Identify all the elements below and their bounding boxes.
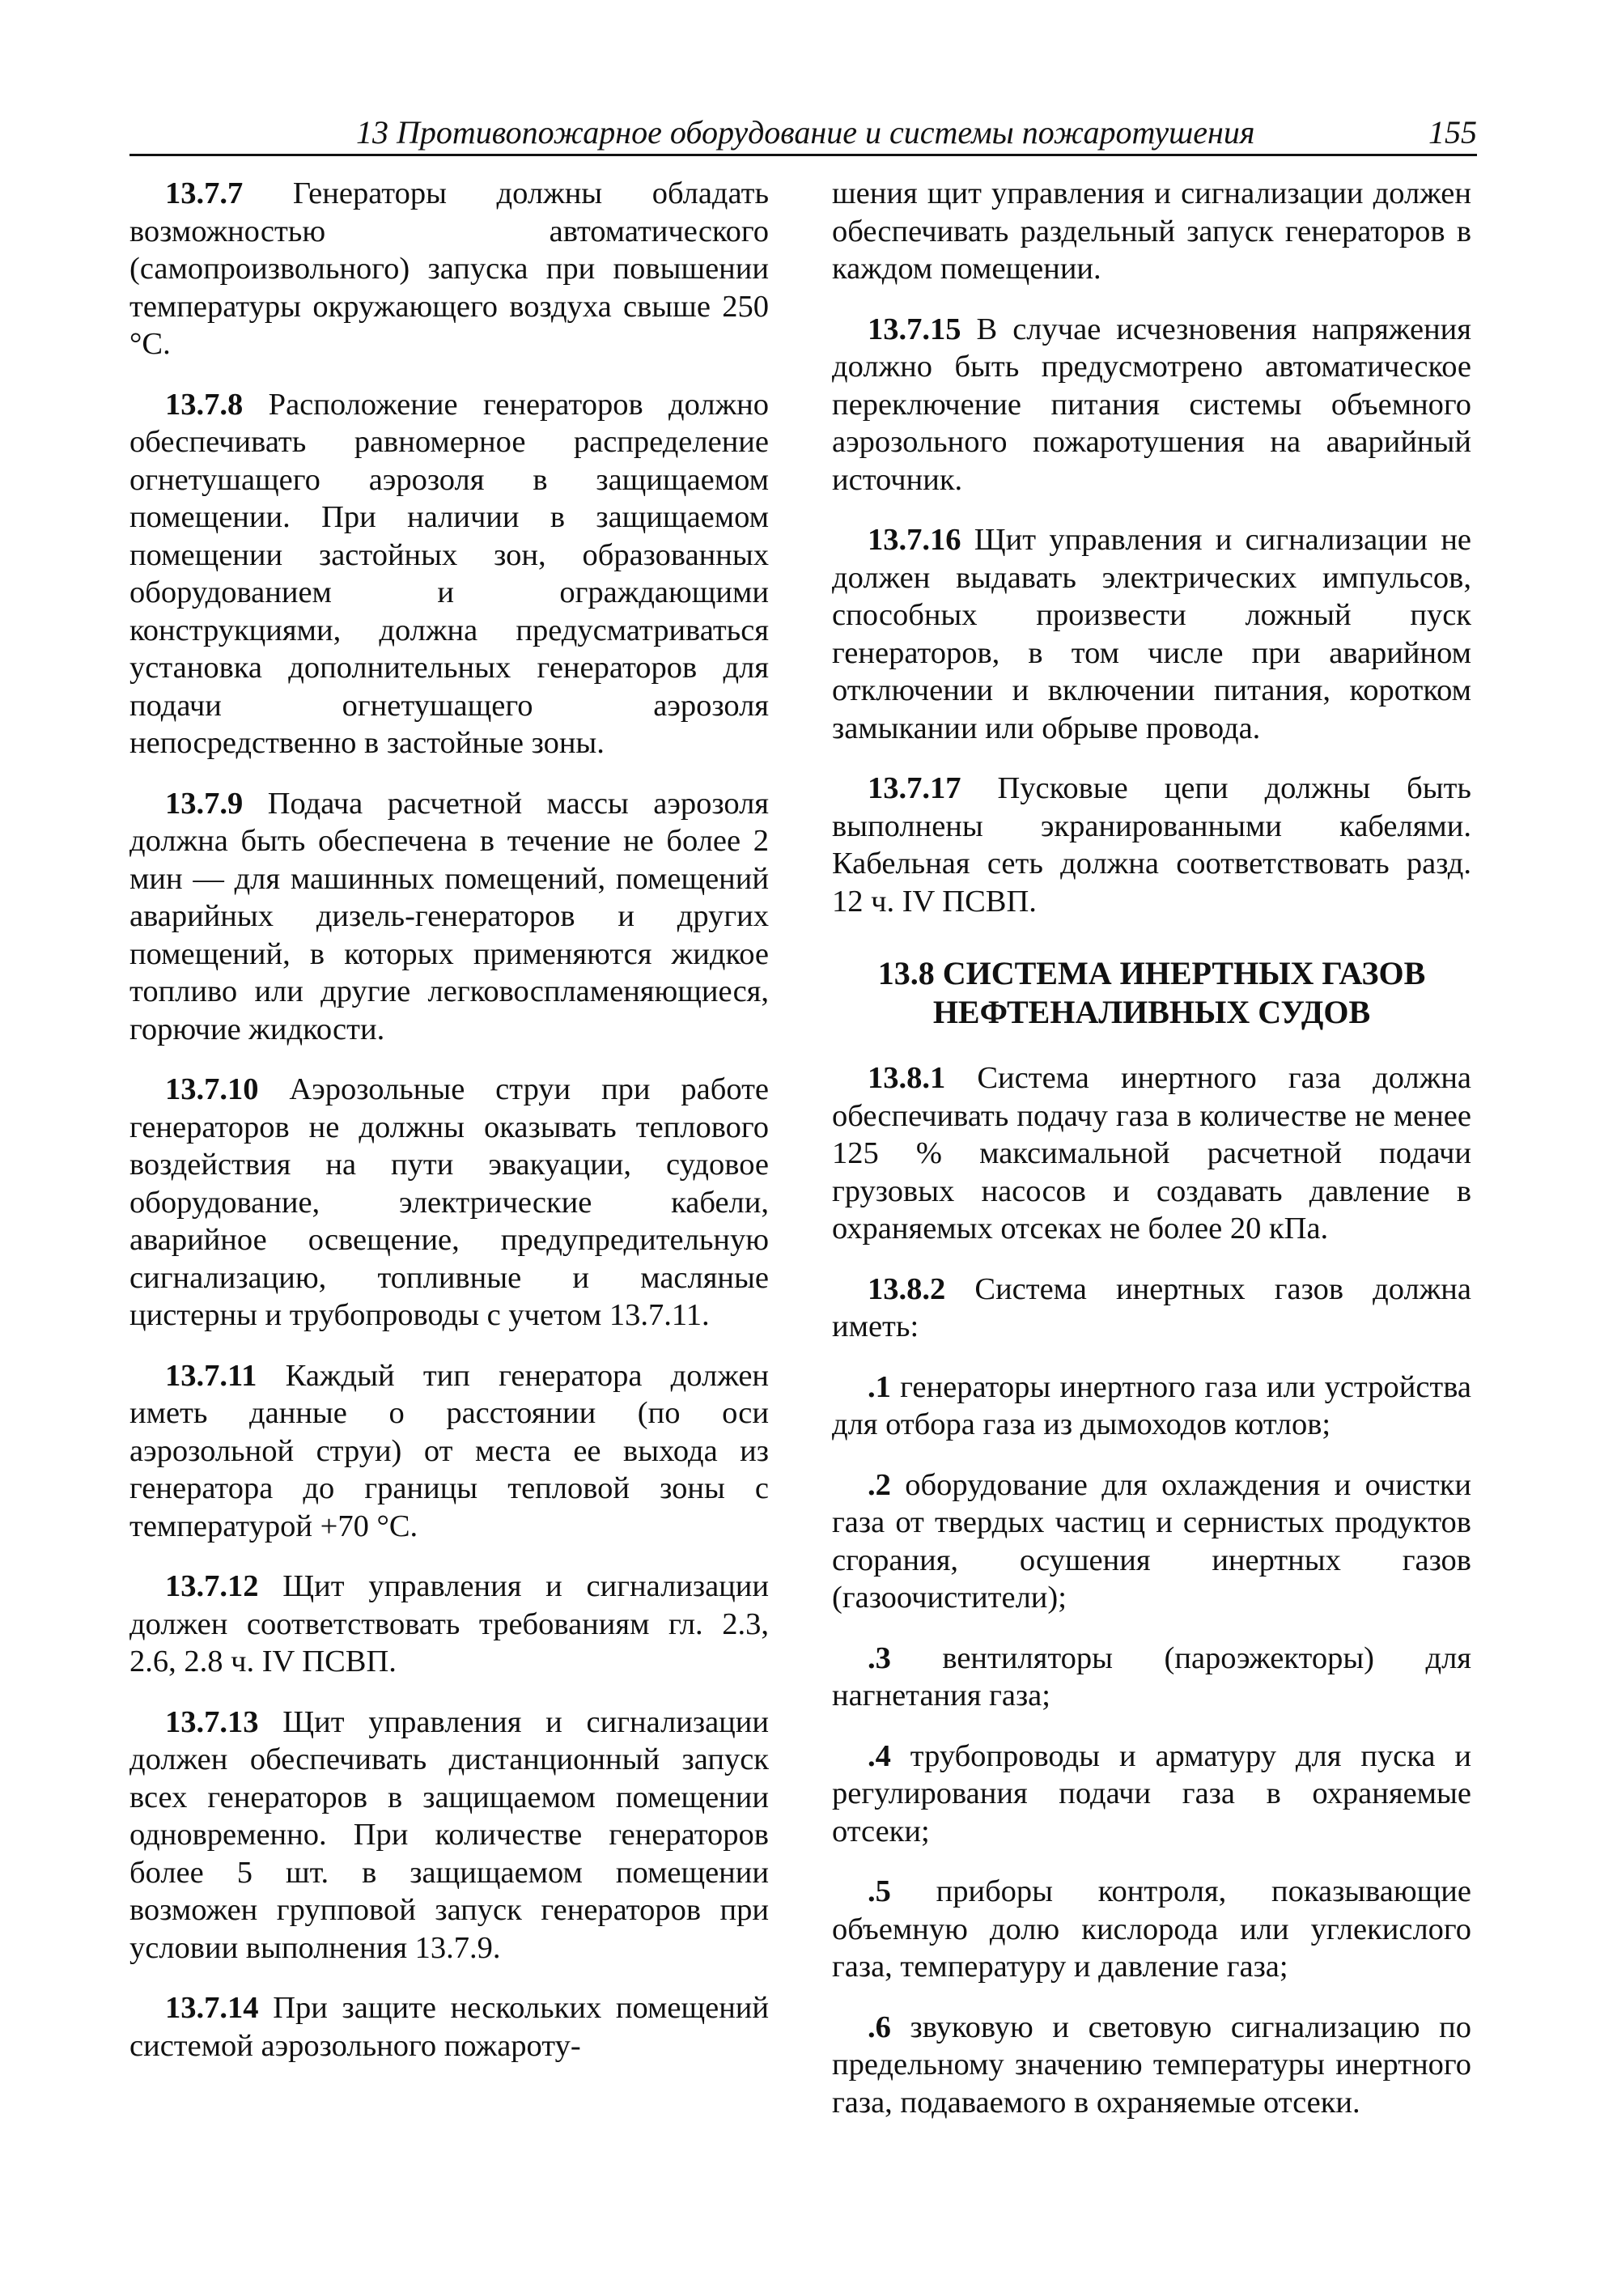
list-item-6 xyxy=(832,2009,1471,2122)
clause-number: 13.7.9 xyxy=(165,786,244,821)
clause-number: 13.7.14 xyxy=(165,1991,259,2025)
list-item-text: генераторы инертного газа или устройства для отбора газа из дымоходов котлов; xyxy=(832,1369,1471,1441)
clause-number: 13.7.7 xyxy=(165,176,244,210)
clause-number: 13.7.8 xyxy=(165,387,244,422)
clause-number: 13.8.2 xyxy=(868,1271,946,1306)
list-item-text: трубопроводы и арматуру для пуска и регулирования подачи газа в охраняемые отсеки; xyxy=(832,1738,1472,1848)
clause-13-7-8 xyxy=(129,386,769,762)
section-heading-line: НЕФТЕНАЛИВНЫХ СУДОВ xyxy=(932,994,1371,1030)
list-item-number: .4 xyxy=(868,1738,891,1773)
page-number: 155 xyxy=(1428,114,1477,151)
clause-13-7-9 xyxy=(129,785,769,1049)
clause-13-7-13 xyxy=(129,1704,769,1967)
section-heading-line: 13.8 СИСТЕМА ИНЕРТНЫХ ГАЗОВ xyxy=(877,955,1426,991)
list-item-2 xyxy=(832,1466,1471,1617)
list-item-5 xyxy=(832,1873,1471,1986)
clause-text: Расположение генераторов должно обеспечивать равномерное распределение огнетушащего аэрозоля в защищаемом помещении. При наличии в защищаемом помещении застойных зон, образованных оборудованием и ограждающими конструкциями, должна предусматриваться установка дополнительных генераторов для подачи огнетушащего аэрозоля непосредственно в застойные зоны. xyxy=(129,387,770,760)
running-title: 13 Противопожарное оборудование и системы пожаротушения xyxy=(356,114,1255,151)
clause-13-7-15 xyxy=(832,311,1471,499)
clause-text: Генераторы должны обладать возможностью автоматического (самопроизвольного) запуска при повышении температуры окружающего воздуха свыше 250 °С. xyxy=(129,176,769,361)
document-page xyxy=(129,95,1477,2232)
clause-text: Каждый тип генератора должен иметь данные о расстоянии (по оси аэрозольной струи) от места ее выхода из генератора до границы тепловой зоны с температурой +70 °С. xyxy=(129,1358,770,1543)
list-item-3 xyxy=(832,1640,1471,1715)
clause-text: Щит управления и сигнализации должен соответствовать требованиям гл. 2.3, 2.6, 2.8 ч. IV ПСВП. xyxy=(129,1569,769,1678)
right-column xyxy=(832,175,1471,2144)
clause-text: Аэрозольные струи при работе генераторов не должны оказывать теплового воздействия на пути эвакуации, судовое оборудование, электрические кабели, аварийное освещение, предупредительную сигнализацию, топливные и масляные цистерны и трубопроводы с учетом 13.7.11. xyxy=(129,1072,770,1332)
clause-text: Щит управления и сигнализации должен обеспечивать дистанционный запуск всех генераторов в защищаемом помещении одновременно. При количестве генераторов более 5 шт. в защищаемом помещении возможен групповой запуск генераторов при условии выполнения 13.7.9. xyxy=(129,1704,769,1965)
clause-number: 13.7.10 xyxy=(165,1072,259,1106)
clause-text: В случае исчезновения напряжения должно быть предусмотрено автоматическое переключение питания системы объемного аэрозольного пожаротушения на аварийный источник. xyxy=(832,312,1471,497)
list-item-text: вентиляторы (пароэжекторы) для нагнетания газа; xyxy=(832,1640,1472,1712)
section-heading-13-8 xyxy=(832,954,1471,1032)
list-item-number: .5 xyxy=(868,1874,891,1908)
list-item-text: звуковую и световую сигнализацию по предельному значению температуры инертного газа, подаваемого в охраняемые отсеки. xyxy=(832,2010,1472,2120)
running-header xyxy=(129,95,1477,156)
clause-number: 13.8.1 xyxy=(868,1061,946,1095)
clause-13-7-12 xyxy=(129,1568,769,1681)
clause-13-8-1 xyxy=(832,1059,1471,1248)
clause-text: Система инертного газа должна обеспечивать подачу газа в количестве не менее 125 % максимальной расчетной подачи грузовых насосов и создавать давление в охраняемых отсеках не более 20 кПа. xyxy=(832,1061,1472,1246)
clause-number: 13.7.17 xyxy=(868,771,961,805)
list-item-1 xyxy=(832,1369,1471,1444)
clause-number: 13.7.11 xyxy=(165,1358,257,1393)
clause-text: Система инертных газов должна иметь: xyxy=(832,1271,1471,1343)
clause-text: Пусковые цепи должны быть выполнены экранированными кабелями. Кабельная сеть должна соответствовать разд. 12 ч. IV ПСВП. xyxy=(832,771,1471,919)
list-item-number: .6 xyxy=(868,2010,891,2044)
clause-13-8-2 xyxy=(832,1271,1471,1346)
clause-number: 13.7.16 xyxy=(868,523,961,557)
list-item-text: приборы контроля, показывающие объемную долю кислорода или углекислого газа, температуру и давление газа; xyxy=(832,1874,1471,1984)
list-item-number: .3 xyxy=(868,1640,891,1675)
clause-number: 13.7.13 xyxy=(165,1704,259,1739)
list-item-text: оборудование для охлаждения и очистки газа от твердых частиц и сернистых продуктов сгорания, осушения инертных газов (газоочистители); xyxy=(832,1467,1472,1615)
clause-text: При защите нескольких помещений системой аэрозольного пожароту- xyxy=(129,1991,770,2063)
clause-number: 13.7.12 xyxy=(165,1569,259,1603)
list-item-number: .2 xyxy=(868,1467,891,1502)
list-item-number: .1 xyxy=(868,1369,891,1404)
clause-13-7-10 xyxy=(129,1071,769,1335)
clause-13-7-11 xyxy=(129,1357,769,1546)
left-column xyxy=(129,175,769,2087)
clause-13-7-17 xyxy=(832,770,1471,920)
clause-13-7-7 xyxy=(129,175,769,363)
clause-13-7-16 xyxy=(832,521,1471,747)
list-item-4 xyxy=(832,1738,1471,1851)
clause-text: Подача расчетной массы аэрозоля должна быть обеспечена в течение не более 2 мин — для машинных помещений, помещений аварийных дизель-генераторов и других помещений, в которых применяются жидкое топливо или другие легковоспламеняющиеся, горючие жидкости. xyxy=(129,786,769,1046)
clause-13-7-14 xyxy=(129,1989,769,2065)
clause-text: Щит управления и сигнализации не должен выдавать электрических импульсов, способных произвести ложный пуск генераторов, в том числе при аварийном отключении и включении питания, коротком замыкании или обрыве провода. xyxy=(832,523,1472,745)
clause-13-7-14-continuation: шения щит управления и сигнализации должен обеспечивать раздельный запуск генераторов в каждом помещении. xyxy=(832,176,1471,286)
clause-number: 13.7.15 xyxy=(868,312,961,346)
